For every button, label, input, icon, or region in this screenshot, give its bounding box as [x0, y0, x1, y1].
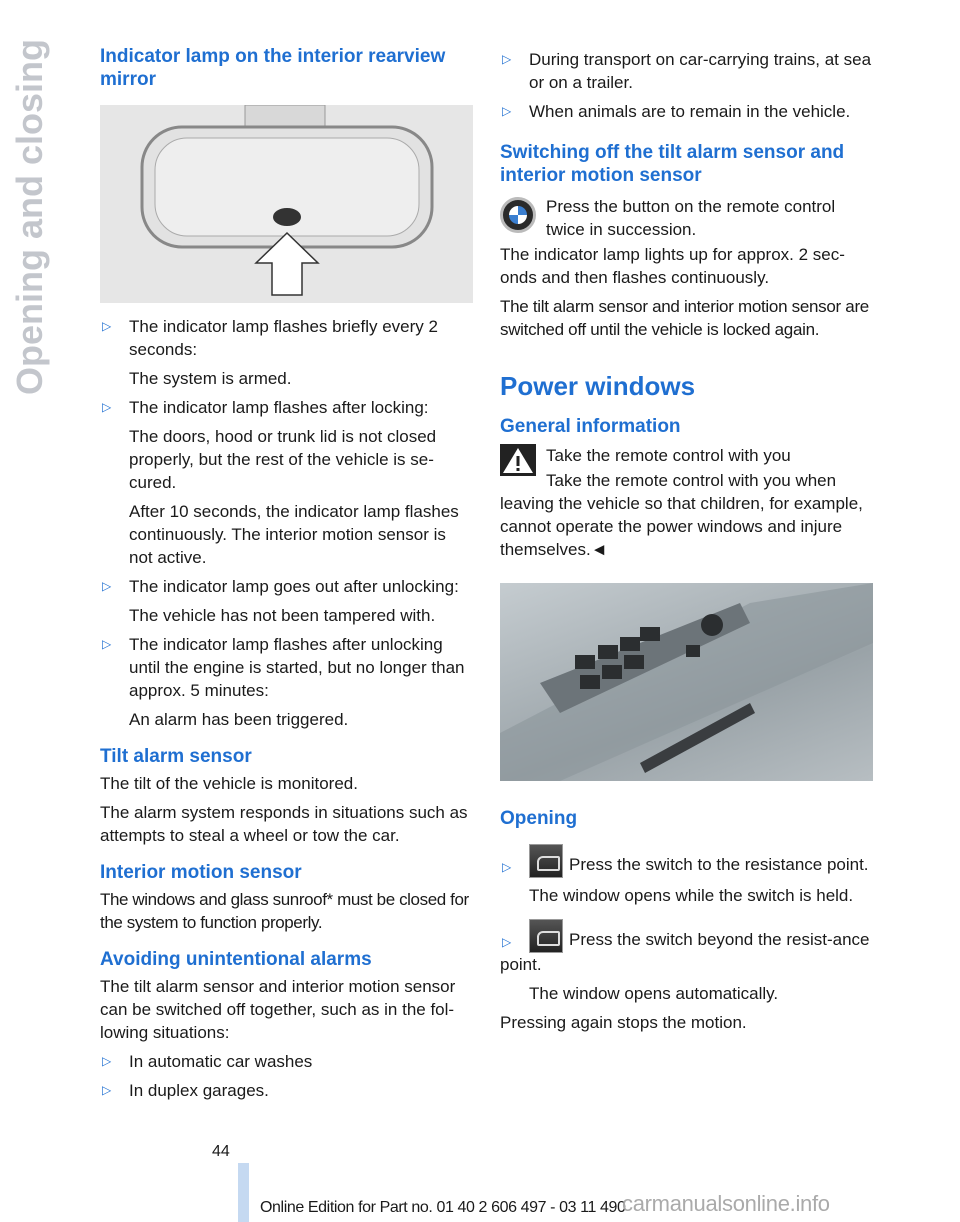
heading-avoiding-alarms: Avoiding unintentional alarms — [100, 949, 372, 970]
watermark: carmanualsonline.info — [622, 1191, 830, 1216]
list-item: ▷ The indicator lamp flashes after locking: — [102, 398, 429, 417]
triangle-bullet-icon: ▷ — [502, 860, 512, 874]
paragraph: The tilt alarm sensor and interior motion sensor are switched off until the vehicle is locked again. — [500, 297, 869, 339]
paragraph: The indicator lamp lights up for approx. 2 sec-onds and then flashes continuously. — [500, 245, 845, 287]
warning-title: Take the remote control with you — [546, 446, 791, 465]
heading-indicator-lamp: Indicator lamp on the interior rearview mirror — [100, 46, 446, 90]
paragraph: Pressing again stops the motion. — [500, 1013, 747, 1032]
list-item: ▷ Press the switch to the resistance point. — [500, 844, 873, 878]
list-item: ▷ During transport on car-carrying trains, at sea or on a trailer. — [502, 50, 872, 92]
list-item-detail: The vehicle has not been tampered with. — [129, 606, 436, 625]
triangle-bullet-icon: ▷ — [502, 104, 512, 118]
door-switches-image — [500, 583, 873, 781]
window-switch-icon — [529, 844, 563, 878]
heading-interior-motion: Interior motion sensor — [100, 862, 302, 883]
list-item-detail: The window opens while the switch is held. — [529, 886, 854, 905]
list-item: ▷ In automatic car washes — [102, 1052, 313, 1071]
triangle-bullet-icon: ▷ — [102, 579, 112, 593]
warning-icon — [500, 444, 536, 476]
left-column — [100, 45, 473, 1108]
warning-note — [500, 444, 873, 561]
triangle-bullet-icon: ▷ — [502, 52, 512, 66]
section-sidebar-title: Opening and closing — [9, 38, 50, 395]
remote-control-instruction: Press the button on the remote control twice in succession. — [500, 195, 873, 241]
triangle-bullet-icon: ▷ — [102, 1083, 112, 1097]
list-item: ▷ The indicator lamp flashes after unlocking until the engine is started, but no longer than approx. 5 minutes: — [102, 635, 465, 700]
footer-edition-text: Online Edition for Part no. 01 40 2 606 497 - 03 11 490 — [260, 1199, 626, 1216]
footer-accent-bar — [238, 1163, 249, 1222]
paragraph: The tilt alarm sensor and interior motion sensor can be switched off together, such as in the fol-lowing situations: — [100, 977, 456, 1042]
heading-general-information: General information — [500, 416, 681, 437]
list-item-detail: After 10 seconds, the indicator lamp flashes continuously. The interior motion sensor is not active. — [129, 502, 459, 567]
triangle-bullet-icon: ▷ — [102, 637, 112, 651]
paragraph: The alarm system responds in situations such as attempts to steal a wheel or tow the car. — [100, 803, 468, 845]
heading-opening: Opening — [500, 808, 578, 829]
right-column — [500, 48, 873, 1040]
heading-switching-off: Switching off the tilt alarm sensor and interior motion sensor — [500, 142, 845, 186]
list-item-detail: The window opens automatically. — [529, 984, 779, 1003]
paragraph: The windows and glass sunroof* must be closed for the system to function properly. — [100, 890, 469, 932]
triangle-bullet-icon: ▷ — [102, 1054, 112, 1068]
heading-tilt-alarm: Tilt alarm sensor — [100, 746, 252, 767]
list-item: ▷ When animals are to remain in the vehicle. — [502, 102, 851, 121]
triangle-bullet-icon: ▷ — [102, 319, 112, 333]
list-item: ▷ The indicator lamp goes out after unlocking: — [102, 577, 459, 596]
list-item-detail: An alarm has been triggered. — [129, 710, 349, 729]
paragraph: The tilt of the vehicle is monitored. — [100, 774, 358, 793]
triangle-bullet-icon: ▷ — [502, 935, 512, 949]
list-item-detail: The doors, hood or trunk lid is not closed properly, but the rest of the vehicle is se-cured. — [129, 427, 437, 492]
heading-power-windows: Power windows — [500, 371, 696, 401]
list-item-detail: The system is armed. — [129, 369, 292, 388]
list-item: ▷ Press the switch beyond the resist-ance point. — [500, 919, 873, 976]
indicator-bullet-list — [100, 315, 473, 731]
window-switch-icon — [529, 919, 563, 953]
triangle-bullet-icon: ▷ — [102, 400, 112, 414]
rearview-mirror-image — [100, 105, 473, 303]
warning-text: Take the remote control with you when leaving the vehicle so that children, for example, cannot operate the power windows and injure themselves.◄ — [500, 471, 863, 559]
list-item: ▷ In duplex garages. — [102, 1081, 269, 1100]
page-number: 44 — [212, 1143, 230, 1160]
bmw-remote-icon — [500, 197, 536, 233]
list-item: ▷ The indicator lamp flashes briefly every 2 seconds: — [102, 317, 438, 359]
